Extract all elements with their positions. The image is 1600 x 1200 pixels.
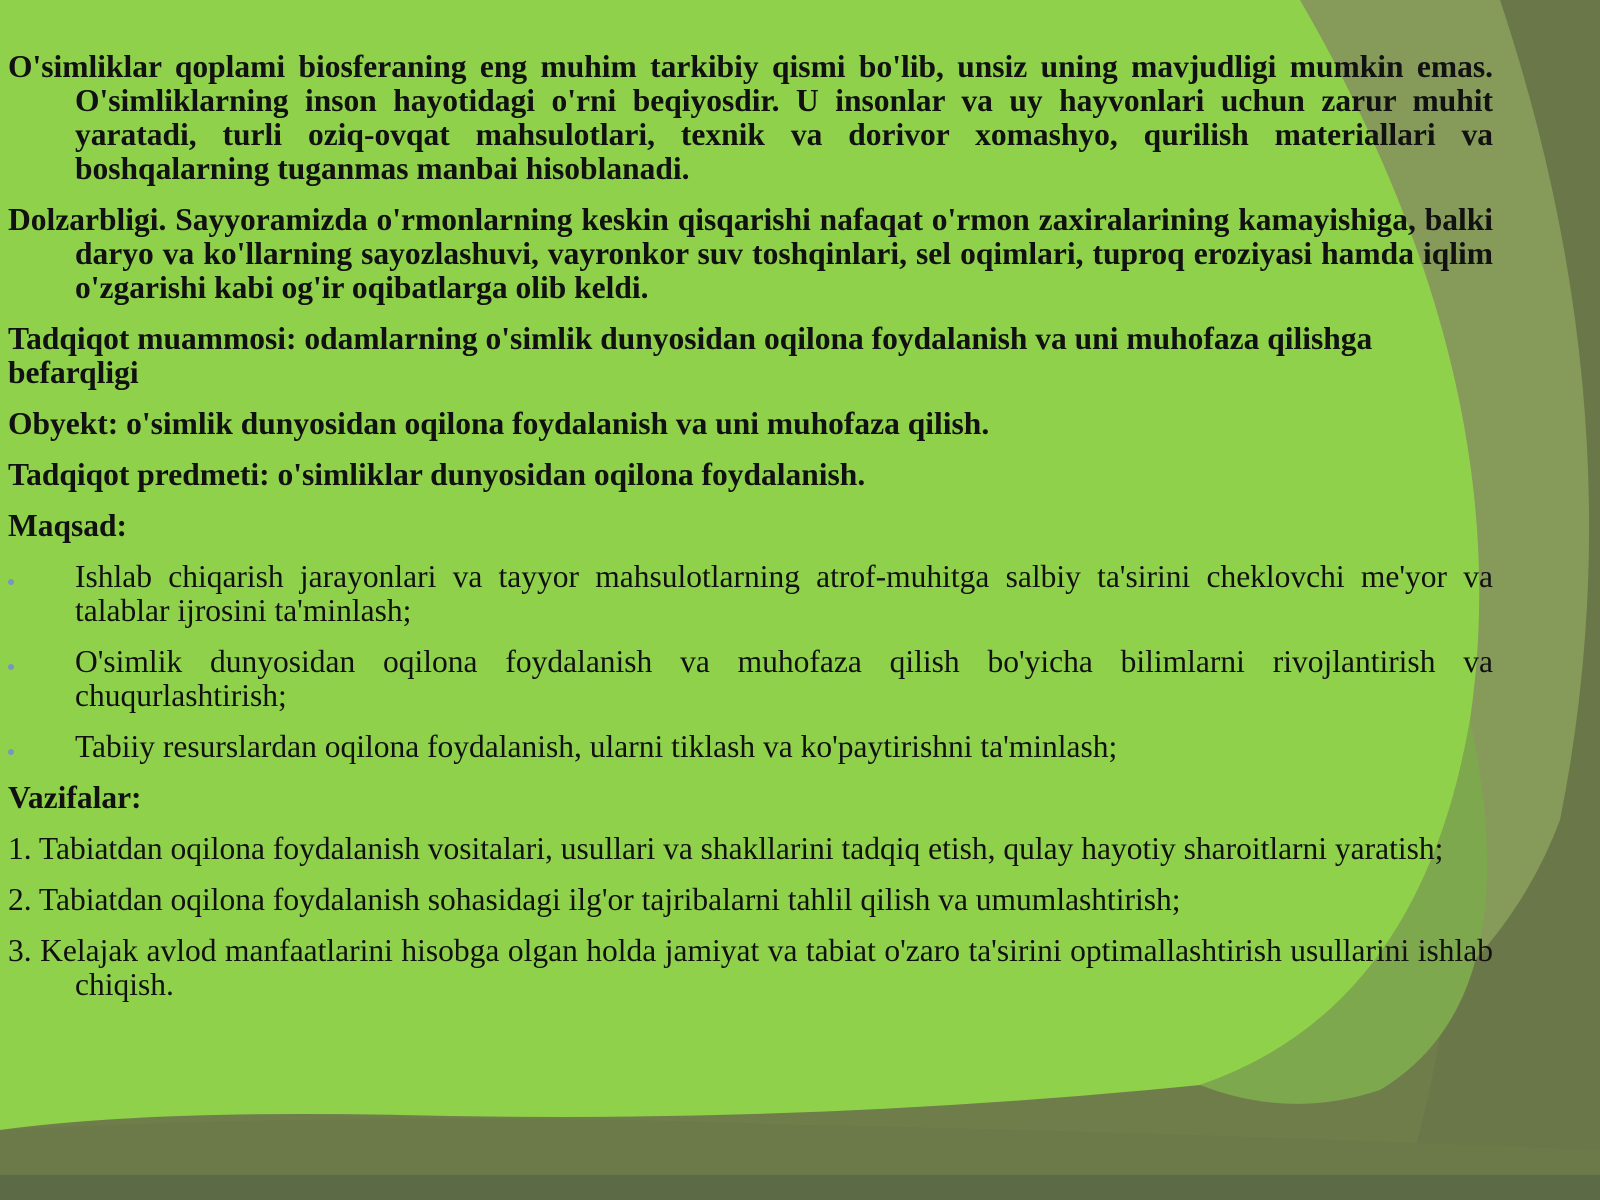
goal-item [8, 645, 1493, 713]
intro-paragraph: O'simliklar qoplami biosferaning eng muhim tarkibiy qismi bo'lib, unsiz uning mavjudligi mumkin emas. O'simliklarning inson hayotidagi o'rni beqiyosdir. U insonlar va uy hayvonlari uchun zarur muhit yaratadi, turli oziq-ovqat mahsulotlari, texnik va dorivor xomashyo, qurilish materiallari va boshqalarning tuganmas manbai hisoblanadi. [8, 49, 1493, 186]
goal-text: O'simlik dunyosidan oqilona foydalanish va muhofaza qilish bo'yicha bilimlarni rivojlantirish va chuqurlashtirish; [75, 644, 1493, 713]
tasks-heading: Vazifalar: [8, 780, 142, 815]
slide-content [8, 50, 1493, 1019]
goal-item [8, 730, 1493, 764]
goal-heading: Maqsad: [8, 508, 128, 543]
task-item: 1. Tabiatdan oqilona foydalanish vositalari, usullari va shakllarini tadqiq etish, qulay hayotiy sharoitlarni yaratish; [8, 831, 1444, 866]
goal-text: Tabiiy resurslardan oqilona foydalanish, ularni tiklash va ko'paytirishni ta'minlash; [75, 729, 1118, 764]
relevance-paragraph: Dolzarbligi. Sayyoramizda o'rmonlarning keskin qisqarishi nafaqat o'rmon zaxiralarining kamayishiga, balki daryo va ko'llarning sayozlashuvi, vayronkor suv toshqinlari, sel oqimlari, tuproq eroziyasi hamda iqlim o'zgarishi kabi og'ir oqibatlarga olib keldi. [8, 202, 1493, 305]
research-object: Obyekt: o'simlik dunyosidan oqilona foydalanish va uni muhofaza qilish. [8, 406, 990, 441]
goal-text: Ishlab chiqarish jarayonlari va tayyor mahsulotlarning atrof-muhitga salbiy ta'sirini cheklovchi me'yor va talablar ijrosini ta'minlash; [75, 559, 1493, 628]
bullet-icon [8, 664, 14, 670]
goal-item [8, 560, 1493, 628]
research-subject: Tadqiqot predmeti: o'simliklar dunyosidan oqilona foydalanish. [8, 457, 866, 492]
task-item: 3. Kelajak avlod manfaatlarini hisobga olgan holda jamiyat va tabiat o'zaro ta'sirini optimallashtirish usullarini ishlab chiqish. [8, 933, 1493, 1002]
bullet-icon [8, 579, 14, 585]
task-item: 2. Tabiatdan oqilona foydalanish sohasidagi ilg'or tajribalarni tahlil qilish va umumlashtirish; [8, 882, 1181, 917]
bullet-icon [8, 749, 14, 755]
bottom-edge [0, 1175, 1600, 1200]
research-problem: Tadqiqot muammosi: odamlarning o'simlik dunyosidan oqilona foydalanish va uni muhofaza qilishga befarqligi [8, 321, 1373, 390]
